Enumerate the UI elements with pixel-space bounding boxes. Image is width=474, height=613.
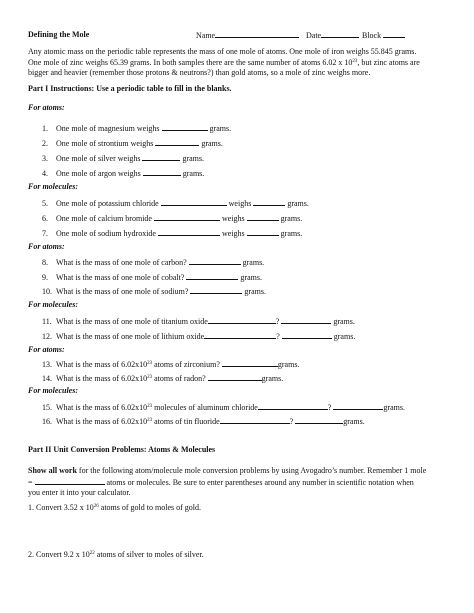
answer-blank[interactable] xyxy=(162,123,208,131)
date-label: Date xyxy=(306,31,322,40)
block-label: Block xyxy=(362,31,382,40)
answer-blank[interactable] xyxy=(143,168,181,176)
instructions-line-2: = atoms or molecules. Be sure to enter parentheses around any number in scientific notation when xyxy=(28,477,414,487)
instructions-line-1: Show all work for the following atom/molecule mole conversion problems by using Avogadro’s number. Remember 1 mole xyxy=(28,466,427,475)
answer-blank[interactable] xyxy=(295,416,343,424)
name-label: Name xyxy=(196,31,216,40)
answer-blank[interactable] xyxy=(247,213,279,221)
question-4: 4. One mole of argon weighs grams. xyxy=(42,169,205,178)
problem-2: 2. Convert 9.2 x $10^{22}$ atoms of silver to moles of silver. xyxy=(28,550,204,559)
worksheet-title: Defining the Mole xyxy=(28,30,90,39)
section-for-molecules: For molecules: xyxy=(28,386,78,395)
answer-blank[interactable] xyxy=(155,138,199,146)
answer-blank[interactable] xyxy=(190,286,242,294)
formula-blank[interactable] xyxy=(154,213,220,221)
intro-line-2: One mole of zinc weighs 65.39 grams. In both samples there are the same number of atoms 6.02 x $10^{23}$, but zinc atoms are xyxy=(28,57,420,67)
question-14: 14. What is the mass of $6.02x10^{23}$ atoms of radon? grams. xyxy=(42,374,284,383)
section-for-molecules: For molecules: xyxy=(28,300,78,309)
question-9: 9. What is the mass of one mole of cobalt? grams. xyxy=(42,273,262,282)
question-11: 11. What is the mass of one mole of titanium oxide ? grams. xyxy=(42,317,355,326)
intro-line-3: bigger and heavier (remember those protons & neutrons?) than gold atoms, so a mole of zinc weighs more. xyxy=(28,68,371,77)
section-for-atoms: For atoms: xyxy=(28,345,65,354)
answer-blank[interactable] xyxy=(142,153,180,161)
question-5: 5. One mole of potassium chloride weighs grams. xyxy=(42,199,309,208)
question-12: 12. What is the mass of one mole of lithium oxide ? grams. xyxy=(42,332,356,341)
question-10: 10. What is the mass of one mole of sodium? grams. xyxy=(42,287,266,296)
section-for-molecules: For molecules: xyxy=(28,182,78,191)
formula-blank[interactable] xyxy=(161,198,227,206)
answer-blank[interactable] xyxy=(281,316,331,324)
name-field[interactable] xyxy=(196,30,299,41)
question-13: 13. What is the mass of $6.02x10^{23}$ atoms of zirconium? grams. xyxy=(42,360,300,369)
part1-heading: Part I Instructions: Use a periodic table to fill in the blanks. xyxy=(28,84,232,93)
block-field[interactable] xyxy=(362,30,405,41)
question-15: 15. What is the mass of $6.02x10^{23}$ molecules of aluminum chloride ? grams. xyxy=(42,403,405,412)
section-for-atoms: For atoms: xyxy=(28,242,65,251)
intro-line-1: Any atomic mass on the periodic table represents the mass of one mole of atoms. One mole of iron weighs 55.845 grams. xyxy=(28,47,417,56)
name-blank[interactable] xyxy=(215,30,299,38)
question-16: 16. What is the mass of $6.02x10^{23}$ atoms of tin fluoride ? grams. xyxy=(42,417,365,426)
answer-blank[interactable] xyxy=(333,402,383,410)
formula-blank[interactable] xyxy=(204,331,276,339)
instructions-line-3: you enter it into your calculator. xyxy=(28,488,131,497)
formula-blank[interactable] xyxy=(258,402,328,410)
formula-blank[interactable] xyxy=(208,316,276,324)
date-field[interactable] xyxy=(306,30,359,41)
formula-blank[interactable] xyxy=(158,228,220,236)
question-3: 3. One mole of silver weighs grams. xyxy=(42,154,204,163)
part2-instructions xyxy=(28,466,448,499)
answer-blank[interactable] xyxy=(247,228,279,236)
formula-blank[interactable] xyxy=(220,416,290,424)
question-6: 6. One mole of calcium bromide weighs grams. xyxy=(42,214,303,223)
answer-blank[interactable] xyxy=(222,359,278,367)
question-8: 8. What is the mass of one mole of carbon? grams. xyxy=(42,258,265,267)
avogadro-blank[interactable] xyxy=(35,477,105,485)
block-blank[interactable] xyxy=(383,30,405,38)
intro-paragraph xyxy=(28,47,448,79)
section-for-atoms: For atoms: xyxy=(28,103,65,112)
answer-blank[interactable] xyxy=(282,331,332,339)
question-1: 1. One mole of magnesium weighs grams. xyxy=(42,124,232,133)
date-blank[interactable] xyxy=(321,30,359,38)
problem-1: 1. Convert 3.52 x $10^{26}$ atoms of gold to moles of gold. xyxy=(28,503,201,512)
answer-blank[interactable] xyxy=(186,272,238,280)
question-7: 7. One mole of sodium hydroxide weighs grams. xyxy=(42,229,303,238)
question-2: 2. One mole of strontium weighs grams. xyxy=(42,139,223,148)
answer-blank[interactable] xyxy=(189,257,241,265)
answer-blank[interactable] xyxy=(208,373,262,381)
part2-heading: Part II Unit Conversion Problems: Atoms & Molecules xyxy=(28,445,216,454)
answer-blank[interactable] xyxy=(253,198,285,206)
